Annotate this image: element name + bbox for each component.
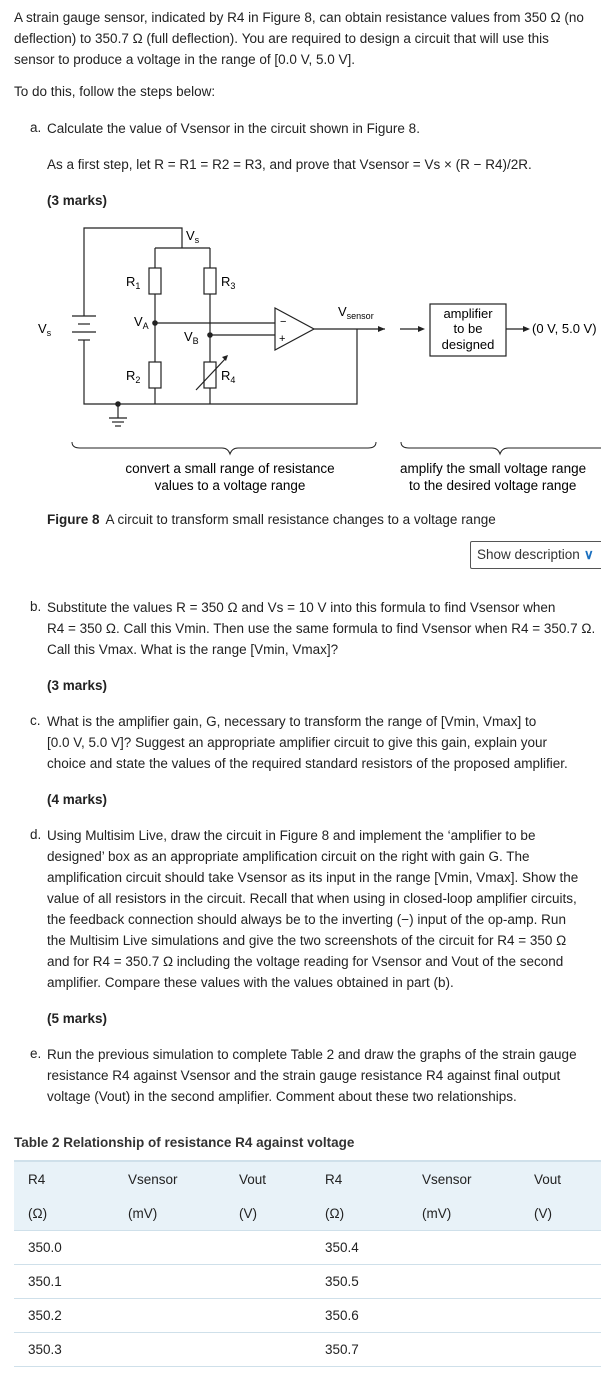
box-line2: to be (453, 321, 483, 336)
unit-header: (V) (225, 1196, 311, 1231)
intro-line: A strain gauge sensor, indicated by R4 in Figure 8, can obtain resistance values from 350 Ω (no (14, 10, 584, 25)
part-d-line: Using Multisim Live, draw the circuit in Figure 8 and implement the ‘amplifier to be (47, 828, 536, 843)
table-cell (114, 1231, 225, 1265)
col-header: Vsensor (114, 1161, 225, 1196)
label-vsensor: $V_{sensor}$ (338, 304, 374, 321)
show-description-button[interactable] (470, 541, 601, 569)
table-units-row (14, 1196, 601, 1231)
label-vb: $V_B$ (184, 329, 199, 346)
table-cell (520, 1265, 601, 1299)
part-c-letter: c. (30, 713, 41, 728)
label-vs-top: $V_s$ (186, 228, 200, 245)
opamp-plus: + (279, 333, 286, 345)
table-cell (225, 1333, 311, 1367)
col-header: R4 (14, 1161, 114, 1196)
show-description-label: Show description (477, 547, 580, 562)
part-c-text (47, 711, 599, 774)
part-e-line: Run the previous simulation to complete Table 2 and draw the graphs of the strain gauge (47, 1047, 577, 1062)
col-header: Vout (520, 1161, 601, 1196)
label-r4: $R_4$ (221, 368, 236, 385)
part-d-marks: (5 marks) (47, 1011, 108, 1026)
unit-header: (Ω) (311, 1196, 408, 1231)
figure-caption (47, 512, 496, 527)
table-cell: 350.4 (311, 1231, 408, 1265)
out-range: (0 V, 5.0 V) (532, 321, 597, 336)
part-a-marks: (3 marks) (47, 193, 108, 208)
table-cell (520, 1299, 601, 1333)
part-b-line: R4 = 350 Ω. Call this Vmin. Then use the same formula to find Vsensor when R4 = 350.7 Ω. (47, 621, 596, 636)
part-b-line: Call this Vmax. What is the range [Vmin, Vmax]? (47, 642, 339, 657)
part-c-line: [0.0 V, 5.0 V]? Suggest an appropriate amplifier circuit to give this gain, explain your (47, 735, 548, 750)
brace1-line1: convert a small range of resistance (125, 461, 335, 476)
table-row (14, 1299, 601, 1333)
part-d-text (47, 825, 599, 993)
table-row (14, 1265, 601, 1299)
intro-line: sensor to produce a voltage in the range of [0.0 V, 5.0 V]. (14, 52, 355, 67)
table-cell (408, 1299, 520, 1333)
col-header: Vout (225, 1161, 311, 1196)
label-r2: $R_2$ (126, 368, 141, 385)
table-cell (114, 1333, 225, 1367)
table-cell: 350.6 (311, 1299, 408, 1333)
part-d-line: designed’ box as an appropriate amplification circuit on the right with gain G. The (47, 849, 530, 864)
part-c-line: choice and state the values of the required standard resistors of the proposed amplifier. (47, 756, 568, 771)
figure-8-circuit (0, 220, 601, 510)
part-d-line: the feedback connection should always be to the inverting (−) input of the op-amp. Run (47, 912, 566, 927)
part-b-line: Substitute the values R = 350 Ω and Vs = 10 V into this formula to find Vsensor when (47, 600, 556, 615)
table-cell (225, 1265, 311, 1299)
table-label: Table 2 (14, 1135, 60, 1150)
box-line3: designed (441, 337, 495, 352)
part-b-text (47, 597, 599, 660)
part-c-line: What is the amplifier gain, G, necessary to transform the range of [Vmin, Vmax] to (47, 714, 537, 729)
brace2-line2: to the desired voltage range (409, 478, 577, 493)
label-vs-left: $V_s$ (38, 321, 52, 338)
unit-header: (mV) (114, 1196, 225, 1231)
part-d-line: the Multisim Live simulations and give the two screenshots of the circuit for R4 = 350 Ω (47, 933, 567, 948)
table-row (14, 1333, 601, 1367)
table-header-row (14, 1161, 601, 1196)
data-table (14, 1160, 601, 1367)
part-c-marks: (4 marks) (47, 792, 108, 807)
table-title (14, 1135, 354, 1150)
intro-paragraph (14, 7, 601, 70)
part-a-letter: a. (30, 120, 42, 135)
part-e-letter: e. (30, 1046, 42, 1061)
part-d-line: amplifier. Compare these values with the values obtained in part (b). (47, 975, 454, 990)
brace2-line1: amplify the small voltage range (400, 461, 587, 476)
table-cell (114, 1265, 225, 1299)
col-header: Vsensor (408, 1161, 520, 1196)
table-title-text: Relationship of resistance R4 against voltage (63, 1135, 355, 1150)
table-cell (520, 1231, 601, 1265)
table-cell: 350.3 (14, 1333, 114, 1367)
brace1-line2: values to a voltage range (154, 478, 306, 493)
table-cell: 350.7 (311, 1333, 408, 1367)
part-d-line: amplification circuit should take Vsensor as its input in the range [Vmin, Vmax]. Show the (47, 870, 579, 885)
table-cell (408, 1265, 520, 1299)
opamp-minus: − (280, 316, 287, 328)
intro-line: deflection) to 350.7 Ω (full deflection). You are required to design a circuit that will use this (14, 31, 549, 46)
part-d-letter: d. (30, 827, 42, 842)
table-cell: 350.1 (14, 1265, 114, 1299)
part-b-letter: b. (30, 599, 42, 614)
part-a-line1: Calculate the value of Vsensor in the circuit shown in Figure 8. (47, 121, 420, 136)
table-cell (408, 1231, 520, 1265)
table-row (14, 1231, 601, 1265)
label-r1: $R_1$ (126, 274, 141, 291)
table-cell (114, 1299, 225, 1333)
table-cell (408, 1333, 520, 1367)
brace-right (401, 442, 601, 454)
unit-header: (mV) (408, 1196, 520, 1231)
part-e-line: voltage (Vout) in the second amplifier. Comment about these two relationships. (47, 1089, 517, 1104)
part-d-line: value of all resistors in the circuit. Recall that when using in closed-loop amplifier circuits, (47, 891, 577, 906)
box-line1: amplifier (443, 306, 493, 321)
figure-label: Figure 8 (47, 512, 100, 527)
part-a-line2: As a first step, let R = R1 = R2 = R3, and prove that Vsensor = Vs × (R − R4)/2R. (47, 157, 532, 172)
unit-header: (V) (520, 1196, 601, 1231)
part-d-line: and for R4 = 350.7 Ω including the voltage reading for Vsensor and Vout of the second (47, 954, 564, 969)
label-r3: $R_3$ (221, 274, 236, 291)
table-cell (225, 1299, 311, 1333)
table-cell: 350.2 (14, 1299, 114, 1333)
brace-left (72, 442, 376, 454)
table-cell: 350.0 (14, 1231, 114, 1265)
part-e-text (47, 1044, 599, 1107)
chevron-down-icon: ∨ (583, 547, 594, 562)
table-cell: 350.5 (311, 1265, 408, 1299)
part-e-line: resistance R4 against Vsensor and the strain gauge resistance R4 against final output (47, 1068, 561, 1083)
col-header: R4 (311, 1161, 408, 1196)
table-cell (225, 1231, 311, 1265)
table-cell (520, 1333, 601, 1367)
todo-instruction: To do this, follow the steps below: (14, 84, 216, 99)
unit-header: (Ω) (14, 1196, 114, 1231)
part-b-marks: (3 marks) (47, 678, 108, 693)
figure-caption-text: A circuit to transform small resistance changes to a voltage range (105, 512, 496, 527)
label-va: $V_A$ (134, 314, 149, 331)
